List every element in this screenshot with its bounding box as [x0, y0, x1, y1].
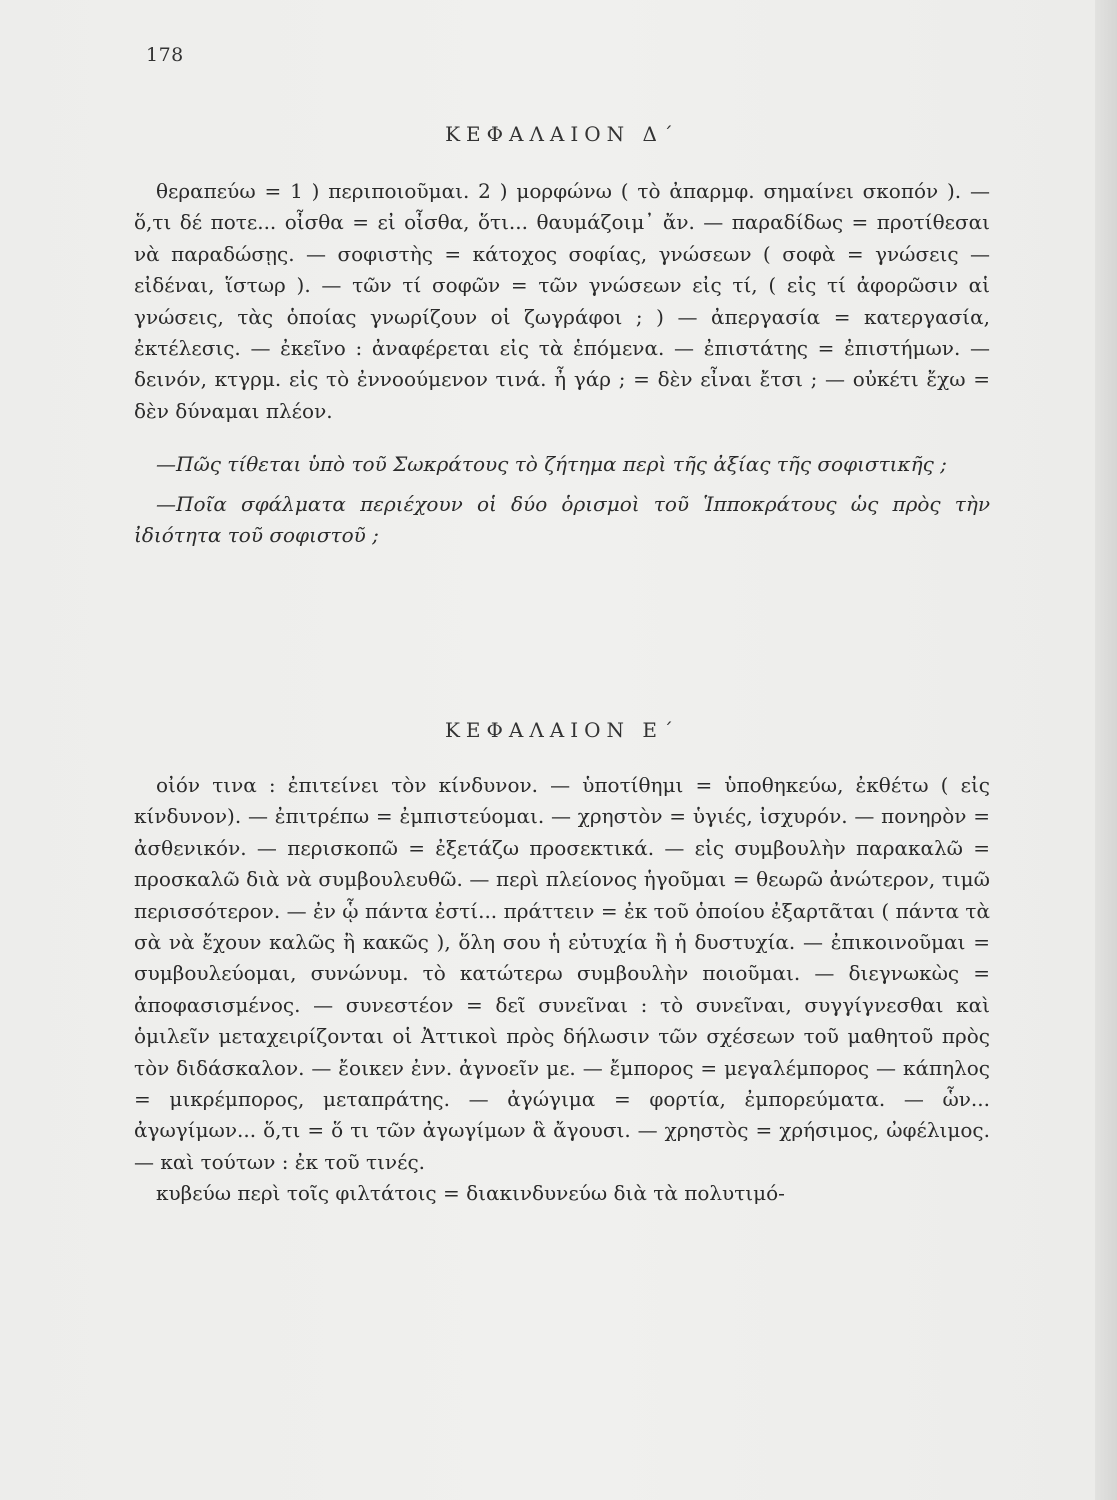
- chapter-d-question-1: —Πῶς τίθεται ὑπὸ τοῦ Σωκράτους τὸ ζήτημα περὶ τῆς ἀξίας τῆς σοφιστικῆς ;: [156, 452, 947, 477]
- chapter-d-glossary: θεραπεύω = 1 ) περιποιοῦμαι. 2 ) μορφώνω ( τὸ ἀπαρμφ. σημαίνει σκοπόν ). — ὅ,τι δέ ποτε... οἶσθα = εἰ οἶσθα, ὅτι... θαυμάζοιμ᾽ ἄν. — παραδίδως = προτίθεσαι νὰ παραδώσῃς. — σοφιστὴς = κάτοχος σοφίας, γνώσεων ( σοφὰ = γνώσεις — εἰδέναι, ἵστωρ ). — τῶν τί σοφῶν = τῶν γνώσεων εἰς τί, ( εἰς τί ἀφορῶσιν αἱ γνώσεις, τὰς ὁποίας γνωρίζουν οἱ ζωγράφοι ; ) — ἀπεργασία = κατεργασία, ἐκτέλεσις. — ἐκεῖνο : ἀναφέρεται εἰς τὰ ἑπόμενα. — ἐπιστάτης = ἐπιστήμων. — δεινόν, κτγρμ. εἰς τὸ ἐννοούμενον τινά. ἦ γάρ ; = δὲν εἶναι ἔτσι ; — οὐκέτι ἔχω = δὲν δύναμαι πλέον.: [134, 179, 990, 423]
- chapter-e-title: ΚΕΦΑΛΑΙΟΝ Ε΄: [444, 718, 680, 742]
- chapter-d-question-2: —Ποῖα σφάλματα περιέχουν οἱ δύο ὁρισμοὶ τοῦ Ἱπποκράτους ὡς πρὸς τὴν ἰδιότητα τοῦ σοφιστοῦ ;: [134, 491, 990, 548]
- page-edge: [1095, 0, 1117, 1500]
- chapter-d-body: [134, 176, 990, 551]
- page-number: 178: [146, 44, 184, 66]
- chapter-e-glossary: οἰόν τινα : ἐπιτείνει τὸν κίνδυνον. — ὑποτίθημι = ὑποθηκεύω, ἐκθέτω ( εἰς κίνδυνον). — ἐπιτρέπω = ἐμπιστεύομαι. — χρηστὸν = ὑγιές, ἰσχυρόν. — πονηρὸν = ἀσθενικόν. — περισκοπῶ = ἐξετάζω προσεκτικά. — εἰς συμβουλὴν παρακαλῶ = προσκαλῶ διὰ νὰ συμβουλευθῶ. — περὶ πλείονος ἡγοῦμαι = θεωρῶ ἀνώτερον, τιμῶ περισσότερον. — ἐν ᾧ πάντα ἐστί... πράττειν = ἐκ τοῦ ὁποίου ἐξαρτᾶται ( πάντα τὰ σὰ νὰ ἔχουν καλῶς ἢ κακῶς ), ὅλη σου ἡ εὐτυχία ἢ ἡ δυστυχία. — ἐπικοινοῦμαι = συμβουλεύομαι, συνώνυμ. τὸ κατώτερω συμβουλὴν ποιοῦμαι. — διεγνωκὼς = ἀποφασισμένος. — συνεστέον = δεῖ συνεῖναι : τὸ συνεῖναι, συγγίγνεσθαι καὶ ὁμιλεῖν μεταχειρίζονται οἱ Ἀττικοὶ πρὸς δήλωσιν τῶν σχέσεων τοῦ μαθητοῦ πρὸς τὸν διδάσκαλον. — ἔοικεν ἐνν. ἀγνοεῖν με. — ἔμπορος = μεγαλέμπορος — κάπηλος = μικρέμπορος, μεταπράτης. — ἀγώγιμα = φορτία, ἐμπορεύματα. — ὧν... ἀγωγίμων... ὅ,τι = ὅ τι τῶν ἀγωγίμων ἃ ἄγουσι. — χρηστὸς = χρήσιμος, ὠφέλιμος. — καὶ τούτων : ἐκ τοῦ τινές.: [134, 773, 990, 1174]
- chapter-e-glossary-continued: κυβεύω περὶ τοῖς φιλτάτοις = διακινδυνεύω διὰ τὰ πολυτιμό-: [156, 1181, 785, 1206]
- chapter-e-body: [134, 770, 990, 1210]
- chapter-d-title: ΚΕΦΑΛΑΙΟΝ Δ΄: [445, 122, 679, 146]
